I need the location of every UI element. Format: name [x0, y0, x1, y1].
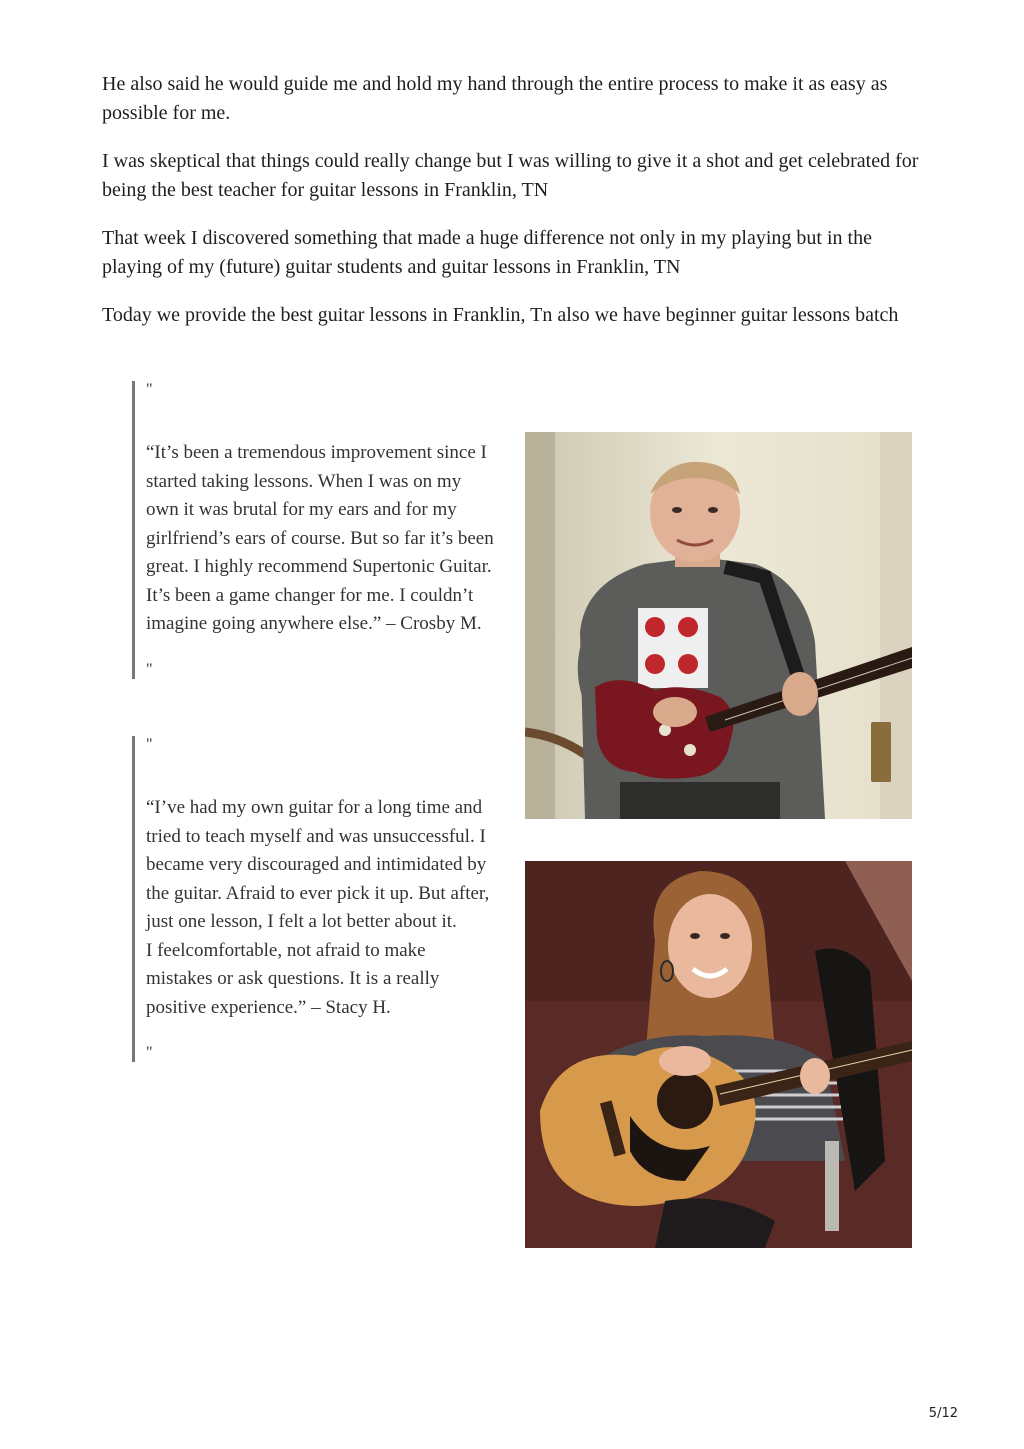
student-photo-acoustic-guitar-image [525, 861, 912, 1248]
testimonial-text: I feelcomfortable, not afraid to make mistakes or ask questions. It is a really positive experience.” – Stacy H. [146, 939, 440, 1018]
page-number: 5/12 [928, 1406, 958, 1421]
quote-open-mark: " [146, 736, 153, 753]
student-photo-electric-guitar [525, 432, 912, 819]
testimonial-quote-stacy [132, 736, 496, 1062]
quote-close-mark: " [146, 1044, 153, 1061]
paragraph: That week I discovered something that made a huge difference not only in my playing but in the playing of my (future) guitar students and guitar lessons in Franklin, TN [102, 227, 872, 278]
paragraph: He also said he would guide me and hold my hand through the entire process to make it as easy as possible for me. [102, 73, 888, 124]
paragraph: I was skeptical that things could really change but I was willing to give it a shot and get celebrated for being the best teacher for guitar lessons in Franklin, TN [102, 150, 919, 201]
paragraph: Today we provide the best guitar lessons in Franklin, Tn also we have beginner guitar lessons batch [102, 304, 899, 326]
quote-open-mark: " [146, 381, 153, 398]
testimonial-text: “It’s been a tremendous improvement since I started taking lessons. When I was on my own it was brutal for my ears and for my girlfriend’s ears of course. But so far it’s been great. I highly recommend Supertonic Guitar. It’s been a game changer for me. I couldn’t imagine going anywhere else.” – Crosby M. [146, 442, 494, 634]
student-photo-acoustic-guitar [525, 861, 912, 1248]
student-photo-electric-guitar-image [525, 432, 912, 819]
article-body [102, 70, 922, 350]
testimonial-text: “I’ve had my own guitar for a long time and tried to teach myself and was unsuccessful. I became very discouraged and intimidated by the guitar. Afraid to ever pick it up. But after, just one lesson, I felt a lot better about it. [146, 797, 490, 932]
quote-close-mark: " [146, 660, 153, 678]
testimonial-quote-crosby [132, 381, 496, 679]
